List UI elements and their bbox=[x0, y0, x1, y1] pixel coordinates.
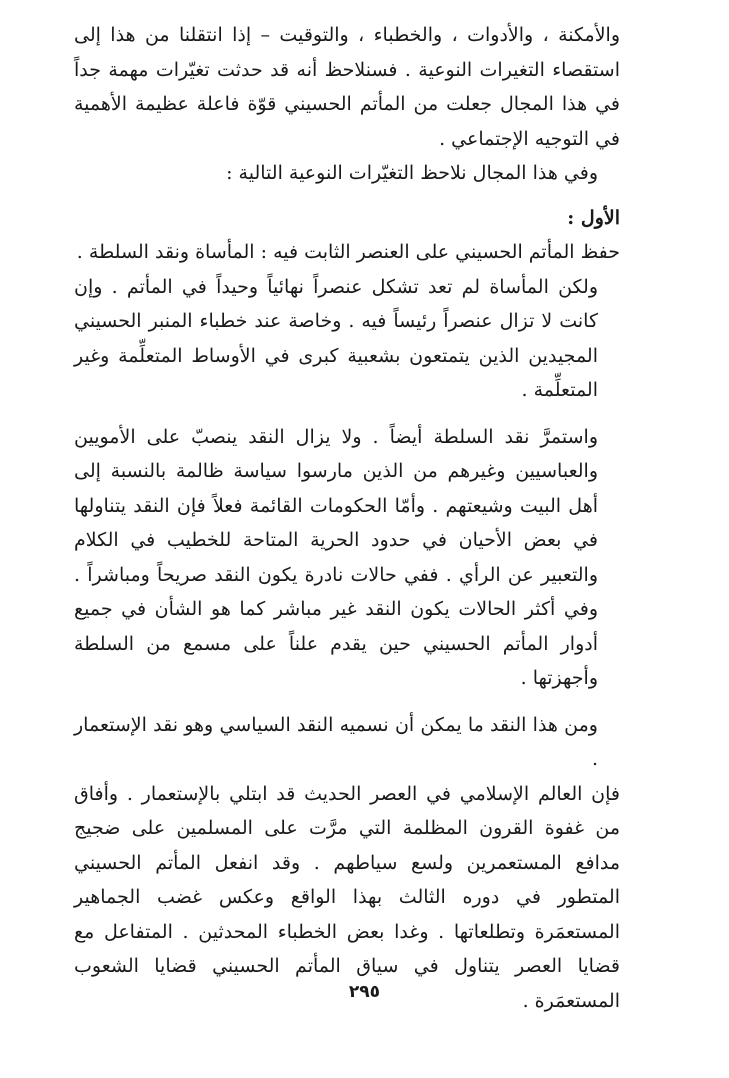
paragraph-2: وفي هذا المجال نلاحظ التغيّرات النوعية التالية : bbox=[226, 162, 598, 184]
paragraph-4: ولكن المأساة لم تعد تشكل عنصراً نهائياً وحيداً في المأتم . وإن كانت لا تزال عنصراً رئيساً فيه . وخاصة عند خطباء المنبر الحسيني المجيدين الذين يتمتعون بشعبية كبرى في الأوساط المتعلِّمة وغير المتعلِّمة . bbox=[74, 275, 598, 401]
paragraph-3: حفظ المأتم الحسيني على العنصر الثابت فيه : المأساة ونقد السلطة . bbox=[76, 241, 620, 263]
paragraph-7: فإن العالم الإسلامي في العصر الحديث قد ابتلي بالإستعمار . وأفاق من غفوة القرون المظلمة التي مرَّت على المسلمين على ضجيج مدافع المستعمرين ولسع سياطهم . وقد انفعل المأتم الحسيني المتطور في دوره الثالث بهذا الواقع وعكس غضب الجماهير المستعمَرة وتطلعاتها . وغدا بعض الخطباء المحدثين . المتفاعل مع قضايا العصر يتناول في سياق المأتم الحسيني قضايا الشعوب المستعمَرة . bbox=[74, 782, 620, 1012]
section-heading: الأول : bbox=[567, 206, 620, 229]
document-body bbox=[74, 18, 620, 1018]
paragraph-5: واستمرَّ نقد السلطة أيضاً . ولا يزال النقد ينصبّ على الأمويين والعباسيين وغيرهم من الذين مارسوا سياسة ظالمة بالنسبة إلى أهل البيت وشيعتهم . وأمّا الحكومات القائمة فعلاً فإن النقد يتناولها في بعض الأحيان في حدود الحرية المتاحة للخطيب في الكلام والتعبير عن الرأي . ففي حالات نادرة يكون النقد صريحاً ومباشراً . وفي أكثر الحالات يكون النقد غير مباشر كما هو الشأن في جميع أدوار المأتم الحسيني حين يقدم علناً على مسمع من السلطة وأجهزتها . bbox=[74, 425, 598, 689]
page-number: ٢٩٥ bbox=[348, 982, 381, 1002]
paragraph-1: والأمكنة ، والأدوات ، والخطباء ، والتوقيت – إذا انتقلنا من هذا إلى استقصاء التغيرات النوعية . فسنلاحظ أنه قد حدثت تغيّرات مهمة جداً في هذا المجال جعلت من المأتم الحسيني قوّة فاعلة عظيمة الأهمية في التوجيه الإجتماعي . bbox=[74, 24, 620, 150]
paragraph-6: ومن هذا النقد ما يمكن أن نسميه النقد السياسي وهو نقد الإستعمار . bbox=[74, 713, 598, 770]
